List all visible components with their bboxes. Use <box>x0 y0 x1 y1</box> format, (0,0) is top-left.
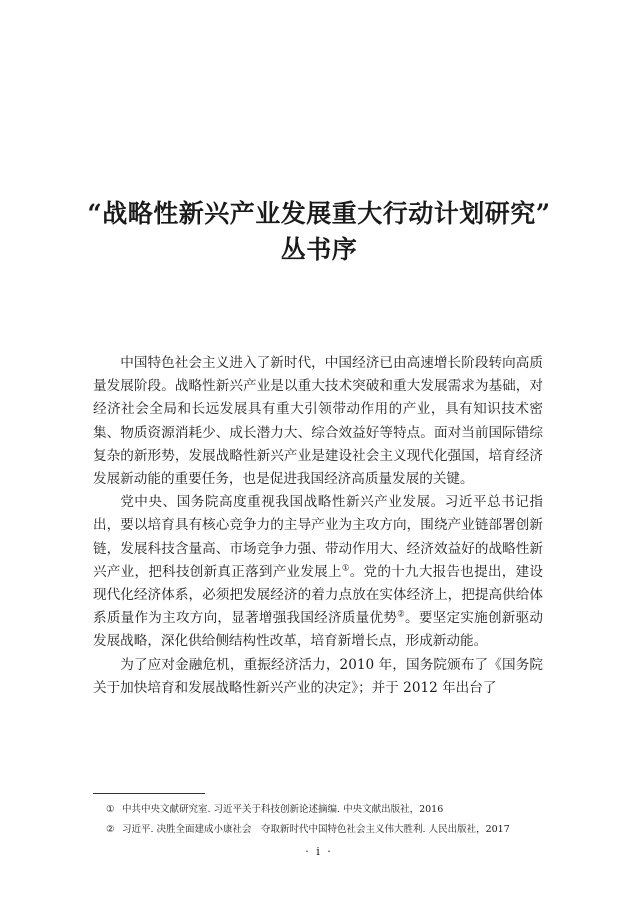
footnote-1 <box>106 800 546 820</box>
paragraph-3-text: 为了应对金融危机，重振经济活力，2010 年，国务院颁布了《国务院关于加快培育和发展战略性新兴产业的决定》；并于 2012 年出台了 <box>93 656 543 696</box>
footnotes <box>106 800 546 840</box>
footnote-ref-1[interactable]: ① <box>341 563 350 574</box>
footnote-2 <box>106 820 546 840</box>
paragraph-2-text-a: 党中央、国务院高度重视我国战略性新兴产业发展。习近平总书记指出，要以培育具有核心竞争力的主导产业为主攻方向，围绕产业链部署创新链，发展科技含量高、市场竞争力强、带动作用大、经济效益好的战略性新兴产业，把科技创新真正落到产业发展上 <box>93 494 543 580</box>
footnote-text-2: 习近平. 决胜全面建成小康社会 夺取新时代中国特色社会主义伟大胜利. 人民出版社，2017 <box>122 824 510 835</box>
footnote-mark-1: ① <box>106 804 115 815</box>
paragraph-1 <box>93 352 543 491</box>
page-number: · i · <box>305 845 333 858</box>
paragraph-2 <box>93 491 543 653</box>
page-title: “战略性新兴产业发展重大行动计划研究” <box>87 199 551 228</box>
footnote-mark-2: ② <box>106 824 115 835</box>
body-text <box>93 352 543 700</box>
paragraph-3 <box>93 654 543 700</box>
footnote-text-1: 中共中央文献研究室. 习近平关于科技创新论述摘编. 中央文献出版社，2016 <box>122 804 444 815</box>
paragraph-2-text-c: 。要坚定实施创新驱动发展战略，深化供给侧结构性改革，培育新增长点，形成新动能。 <box>93 610 544 650</box>
footnote-divider <box>93 793 205 794</box>
paragraph-2-text-b: 。党的十九大报告也提出，建设现代化经济体系，必须把发展经济的着力点放在实体经济上，把提高供给体系质量作为主攻方向，显著增强我国经济质量优势 <box>93 563 544 627</box>
paragraph-1-text: 中国特色社会主义进入了新时代，中国经济已由高速增长阶段转向高质量发展阶段。战略性新兴产业是以重大技术突破和重大发展需求为基础，对经济社会全局和长远发展具有重大引领带动作用的产业，具有知识技术密集、物质资源消耗少、成长潜力大、综合效益好等特点。面对当前国际错综复杂的新形势，发展战略性新兴产业是建设社会主义现代化强国，培育经济发展新动能的重要任务，也是促进我国经济高质量发展的关键。 <box>93 355 543 488</box>
footnote-ref-2[interactable]: ② <box>397 609 405 620</box>
page-subtitle: 丛书序 <box>280 235 358 264</box>
